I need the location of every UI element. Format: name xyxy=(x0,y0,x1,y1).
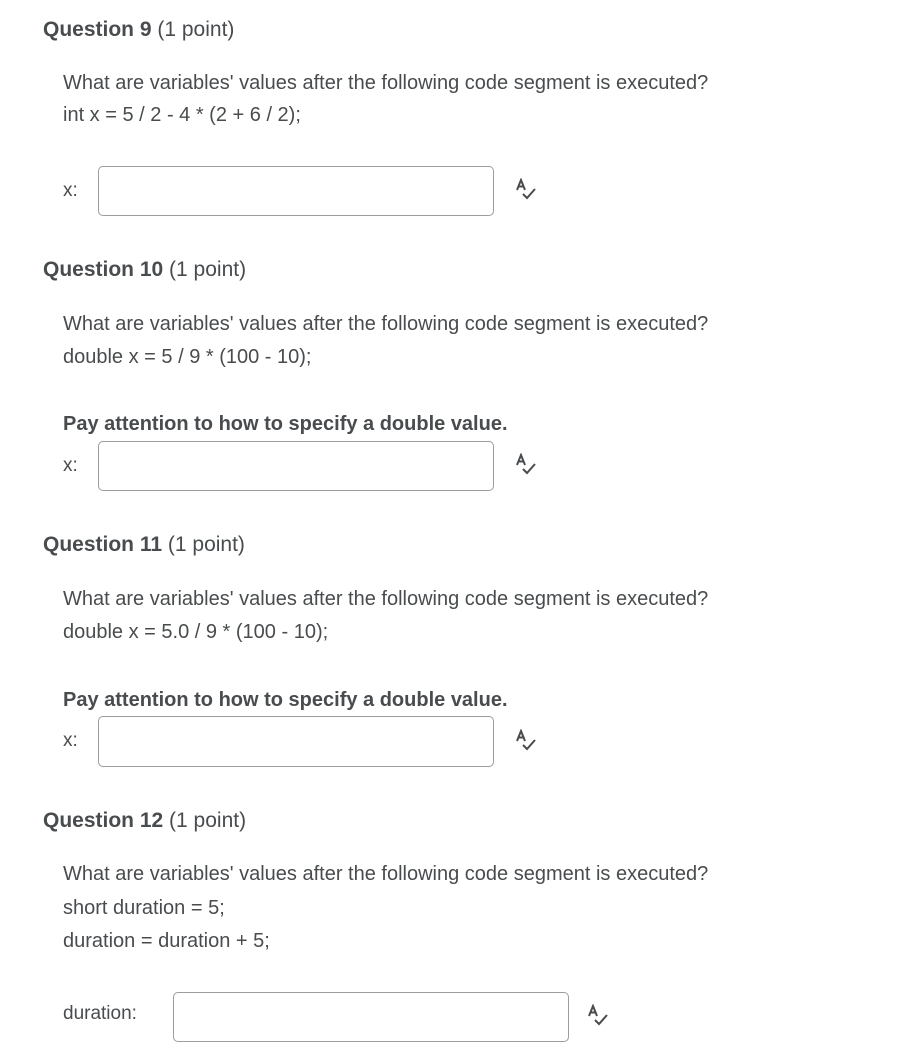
question-9-prompt: What are variables' values after the following code segment is executed? xyxy=(63,72,709,94)
question-12-heading xyxy=(43,809,246,833)
question-9-heading xyxy=(43,18,234,42)
question-11-note: Pay attention to how to specify a double value. xyxy=(63,689,508,711)
question-10-code: double x = 5 / 9 * (100 - 10); xyxy=(63,346,312,368)
question-12-code-line-2: duration = duration + 5; xyxy=(63,930,270,952)
question-title: Question 10 xyxy=(43,258,164,281)
spellcheck-icon[interactable] xyxy=(513,453,537,477)
question-title: Question 12 xyxy=(43,809,164,832)
question-title: Question 9 xyxy=(43,18,152,41)
question-10-heading xyxy=(43,258,246,282)
question-10-answer-input[interactable] xyxy=(98,441,494,491)
question-9-field-label: x: xyxy=(63,180,78,201)
question-11-heading xyxy=(43,533,245,557)
question-12-answer-input[interactable] xyxy=(173,992,569,1042)
question-11-answer-input[interactable] xyxy=(98,716,494,767)
question-11-code: double x = 5.0 / 9 * (100 - 10); xyxy=(63,621,329,643)
question-10-field-label: x: xyxy=(63,455,78,476)
question-10-prompt: What are variables' values after the following code segment is executed? xyxy=(63,313,709,335)
question-points: (1 point) xyxy=(169,258,247,281)
question-points: (1 point) xyxy=(167,533,245,556)
question-9-answer-input[interactable] xyxy=(98,166,494,216)
question-11-prompt: What are variables' values after the following code segment is executed? xyxy=(63,588,709,610)
question-9-code: int x = 5 / 2 - 4 * (2 + 6 / 2); xyxy=(63,104,301,126)
question-points: (1 point) xyxy=(169,809,247,832)
spellcheck-icon[interactable] xyxy=(513,729,537,753)
question-points: (1 point) xyxy=(157,18,235,41)
question-12-field-label: duration: xyxy=(63,1003,137,1024)
spellcheck-icon[interactable] xyxy=(513,178,537,202)
spellcheck-icon[interactable] xyxy=(585,1004,609,1028)
question-10-note: Pay attention to how to specify a double value. xyxy=(63,413,508,435)
question-11-field-label: x: xyxy=(63,730,78,751)
question-12-prompt: What are variables' values after the following code segment is executed? xyxy=(63,863,709,885)
question-12-code-line-1: short duration = 5; xyxy=(63,897,225,919)
question-title: Question 11 xyxy=(43,533,163,556)
